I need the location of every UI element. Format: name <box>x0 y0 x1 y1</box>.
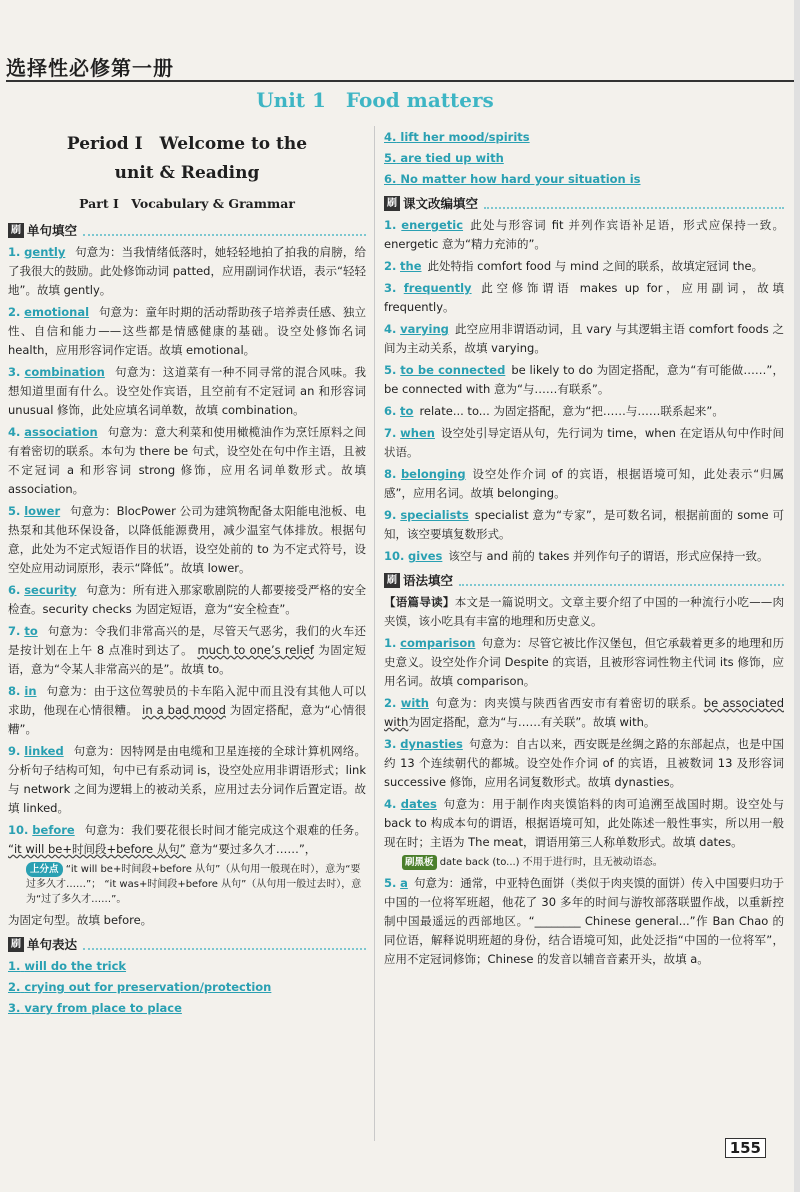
key-phrase: much to one’s relief <box>197 643 314 657</box>
item-number: 1. <box>384 636 397 650</box>
reading-guide <box>384 593 784 631</box>
item-text: 句意为：自古以来，西安既是丝绸之路的东部起点，也是中国约 13 个连续朝代的都城。设空处作介词 of 的宾语，且被数词 13 及形容词 successive 修饰，应用名词复数形式。故填 dynasties。 <box>384 737 785 789</box>
unit-title <box>0 88 750 112</box>
item-number: 7. <box>8 624 21 638</box>
item-number: 3. <box>384 281 397 295</box>
item-number: 9. <box>384 508 397 522</box>
answer-item <box>384 694 784 732</box>
express-item <box>384 170 784 189</box>
answer-item <box>8 581 366 619</box>
item-text: 句意为：当我情绪低落时，她轻轻地拍了拍我的肩膀，给了我很大的鼓励。此处修饰动词 patted，应用副词作状语，表示“轻轻地”。故填 gently。 <box>8 245 366 297</box>
answer-item <box>8 423 366 499</box>
item-number: 10. <box>384 549 405 563</box>
tip-badge: 上分点 <box>26 862 63 877</box>
item-number: 3. <box>384 737 397 751</box>
item-answer: a <box>400 876 408 890</box>
item-text: 句意为：我们要花很长时间才能完成这个艰难的任务。 <box>84 823 367 837</box>
item-answer: when <box>400 426 435 440</box>
item-answer: vary from place to place <box>24 1001 182 1015</box>
section-express <box>8 935 366 954</box>
express-item <box>8 978 366 997</box>
column-divider <box>374 126 375 1141</box>
item-number: 2. <box>8 980 21 994</box>
section-title: 课文改编填空 <box>403 196 479 211</box>
item-number: 3. <box>8 1001 21 1015</box>
right-column <box>384 126 784 972</box>
period-line2: unit & Reading <box>114 163 260 183</box>
item-answer: are tied up with <box>400 151 504 165</box>
answer-item <box>384 795 784 852</box>
item-answer: dates <box>400 797 437 811</box>
item-answer: to <box>400 404 414 418</box>
item-text: 为固定搭配，意为“与……有关联”。故填 with。 <box>408 715 656 729</box>
answer-item <box>8 742 366 818</box>
answer-item <box>384 257 784 276</box>
scan-edge <box>794 0 800 1192</box>
answer-item <box>8 682 366 739</box>
item-answer: combination <box>24 365 105 379</box>
tip-line: “it was+时间段+before 从句”（从句用一般过去时），意为“过了多久才……”。 <box>26 879 362 905</box>
item-number: 3. <box>8 365 21 379</box>
item-number: 4. <box>8 425 21 439</box>
tip-line: “it will be+时间段+before 从句”（从句用一般现在时），意为“要过多久才……”； <box>26 864 361 890</box>
answer-item <box>8 622 366 679</box>
item-text: 句意为：肉夹馍与陕西省西安市有着密切的联系。 <box>434 696 704 710</box>
item-number: 6. <box>8 583 21 597</box>
item-text: 意为“要过多久才……”， <box>189 842 317 856</box>
item-text: 此空修饰谓语 makes up for，应用副词，故填 frequently。 <box>384 281 785 314</box>
section-title: 语法填空 <box>403 573 454 588</box>
answer-item <box>8 303 366 360</box>
item-number: 4. <box>384 322 397 336</box>
answer-item <box>384 634 784 691</box>
item-text: 句意为：尽管它被比作汉堡包，但它承载着更多的地理和历史意义。设空处作介词 Despite 的宾语，且被形容词性物主代词 its 修饰，应用名词。故填 comparison。 <box>384 636 784 688</box>
answer-item <box>384 279 784 317</box>
item-number: 2. <box>384 259 397 273</box>
item-answer: No matter how hard your situation is <box>400 172 641 186</box>
answer-item <box>384 506 784 544</box>
item-answer: varying <box>400 322 449 336</box>
item-number: 2. <box>384 696 397 710</box>
item-text: 句意为：通常，中亚特色面饼（类似于肉夹馍的面饼）传入中国要归功于中国的一位将军班超，他花了 30 多年的时间与游牧部落联盟作战，以重新控制中国最遥远的西部地区。“________ Chinese general...”作 Ban Chao 的同位语，解释说明班超的身份，结合语境可知，此处泛指“中国的一位将军”，应用不定冠词修饰；Chinese 的发音以辅音音素开头，故填 a。 <box>384 876 785 966</box>
section-title: 单句填空 <box>27 223 78 238</box>
guide-text: 本文是一篇说明文。文章主要介绍了中国的一种流行小吃——肉夹馍，该小吃具有丰富的地理和历史意义。 <box>384 595 784 628</box>
unit-number: Unit 1 <box>256 88 326 112</box>
express-item <box>384 128 784 147</box>
item-text: 此处特指 comfort food 与 mind 之间的联系，故填定冠词 the。 <box>427 259 764 273</box>
item-text: specialist 意为“专家”，是可数名词，根据前面的 some 可知，该空要填复数形式。 <box>384 508 785 541</box>
brush-badge: 刷 <box>8 937 24 952</box>
item-number: 5. <box>384 363 397 377</box>
answer-item <box>384 874 784 969</box>
brush-badge: 刷 <box>384 196 400 211</box>
item-number: 2. <box>8 305 21 319</box>
section-grammar <box>384 571 784 590</box>
item-number: 4. <box>384 130 397 144</box>
item-answer: comparison <box>400 636 476 650</box>
item-answer: to be connected <box>400 363 506 377</box>
item-answer: will do the trick <box>24 959 127 973</box>
answer-item <box>384 361 784 399</box>
answer-item <box>384 465 784 503</box>
item-text: 此处与形容词 fit 并列作宾语补足语，形式应保持一致。energetic 意为“精力充沛的”。 <box>384 218 785 251</box>
item-answer: belonging <box>400 467 466 481</box>
answer-item <box>384 547 784 566</box>
header-divider <box>6 80 794 82</box>
book-title: 选择性必修第一册 <box>6 56 174 80</box>
item-tail: 为固定句型。故填 before。 <box>8 913 153 927</box>
item-answer: linked <box>24 744 64 758</box>
item-text: 为固定短语，意为“令某人非常高兴的是”。故填 to。 <box>8 643 367 676</box>
item-number: 8. <box>8 684 21 698</box>
brush-badge: 刷 <box>384 573 400 588</box>
key-phrase: be associated with <box>384 696 784 729</box>
item-text: 设空处作介词 of 的宾语，根据语境可知，此处表示“归属感”，应用名词。故填 belonging。 <box>384 467 784 500</box>
item-text: be likely to do 为固定搭配，意为“有可能做……”，be connected with 意为“与……有联系”。 <box>384 363 784 396</box>
item-number: 5. <box>8 504 21 518</box>
period-title <box>8 130 366 188</box>
express-item <box>8 957 366 976</box>
tip-box <box>26 862 366 907</box>
item-answer: crying out for preservation/protection <box>24 980 272 994</box>
item-number: 5. <box>384 151 397 165</box>
left-column <box>8 126 366 1020</box>
item-text: 句意为：意大利菜和使用橄榄油作为烹饪原料之间有着密切的联系。本句为 there be 句式，设空处在句中作主语，且被不定冠词 a 和形容词 strong 修饰，应用名词单数形式。故填 association。 <box>8 425 367 496</box>
item-answer: frequently <box>403 281 472 295</box>
note-text: date back (to...) 不用于进行时，且无被动语态。 <box>439 857 663 868</box>
section-reform <box>384 194 784 213</box>
item-answer: energetic <box>401 218 464 232</box>
item-answer: security <box>24 583 77 597</box>
item-number: 1. <box>8 245 21 259</box>
item-text: 句意为：童年时期的活动帮助孩子培养责任感、独立性、自信和能力——这些都是情感健康的基础。设空处修饰名词 health，应用形容词作定语。故填 emotional。 <box>8 305 367 357</box>
item-answer: with <box>400 696 429 710</box>
item-number: 6. <box>384 172 397 186</box>
item-text: 句意为：用于制作肉夹馍馅料的肉可追溯至战国时期。设空处与 back to 构成本句的谓语，根据语境可知，此处陈述一般性事实，所以用一般现在时；主语为 The meat，谓语用第三人称单数形式。故填 dates。 <box>384 797 785 849</box>
answer-item <box>8 821 366 859</box>
item-number: 1. <box>8 959 21 973</box>
item-answer: before <box>32 823 75 837</box>
item-text: 句意为：因特网是由电缆和卫星连接的全球计算机网络。分析句子结构可知，句中已有系动词 is，设空处应用非谓语形式；link 与 network 之间为逻辑上的被动关系，应用过去分词作后置定语。故填 linked。 <box>8 744 367 815</box>
part-title: Part Ⅰ Vocabulary & Grammar <box>79 196 295 211</box>
page-number: 155 <box>725 1138 766 1158</box>
item-answer: lift her mood/spirits <box>400 130 530 144</box>
item-number: 7. <box>384 426 397 440</box>
item-number: 8. <box>384 467 397 481</box>
item-answer: in <box>24 684 37 698</box>
answer-item <box>384 735 784 792</box>
item-answer: to <box>24 624 38 638</box>
item-answer: emotional <box>24 305 90 319</box>
item-number: 4. <box>384 797 397 811</box>
brush-badge: 刷 <box>8 223 24 238</box>
answer-item <box>384 424 784 462</box>
section-fill <box>8 221 366 240</box>
answer-item <box>384 320 784 358</box>
item-text: 设空处引导定语从句，先行词为 time，when 在定语从句中作时间状语。 <box>384 426 784 459</box>
item-text: 句意为：这道菜有一种不同寻常的混合风味。我想知道里面有什么。设空处作宾语，且空前有不定冠词 an 和形容词 unusual 修饰，此处应填名词单数，故填 combination。 <box>8 365 367 417</box>
item-answer: dynasties <box>400 737 463 751</box>
section-title: 单句表达 <box>27 937 78 952</box>
answer-item <box>384 216 784 254</box>
key-phrase: “it will be+时间段+before 从句” <box>8 842 186 856</box>
guide-label: 【语篇导读】 <box>384 595 455 609</box>
period-line1: Period Ⅰ Welcome to the <box>66 134 308 154</box>
item-answer: gives <box>408 549 443 563</box>
item-number: 5. <box>384 876 397 890</box>
dotted-rule <box>83 226 366 236</box>
item-number: 9. <box>8 744 21 758</box>
answer-item <box>8 502 366 578</box>
dotted-rule <box>83 940 366 950</box>
dotted-rule <box>484 199 784 209</box>
answer-item <box>8 243 366 300</box>
item-text: 为固定搭配，意为“心情很糟”。 <box>8 703 367 736</box>
answer-item <box>384 402 784 421</box>
item-number: 1. <box>384 218 397 232</box>
item-text: relate... to... 为固定搭配，意为“把……与……联系起来”。 <box>419 404 724 418</box>
item-text: 句意为：由于这位驾驶员的卡车陷入泥中而且没有其他人可以求助，他现在心情很糟。 <box>8 684 367 717</box>
item-answer: association <box>24 425 98 439</box>
item-answer: lower <box>24 504 61 518</box>
item-text: 该空与 and 前的 takes 并列作句子的谓语，形式应保持一致。 <box>448 549 769 563</box>
note-badge: 刷黑板 <box>402 855 437 870</box>
item-text: 此空应用非谓语动词，且 vary 与其逻辑主语 comfort foods 之间为主动关系，故填 varying。 <box>384 322 784 355</box>
key-phrase: in a bad mood <box>142 703 226 717</box>
item-text: 句意为：BlocPower 公司为建筑物配备太阳能电池板、电热泵和其他环保设备，以降低能源费用，减少温室气体排放。根据句意，此处为不定式短语作目的状语，设空处前的 to 为不定式符号，设空处应用动词原形，表示“降低”。故填 lower。 <box>8 504 367 575</box>
item-text: 句意为：令我们非常高兴的是，尽管天气恶劣，我们的火车还是按计划在上午 8 点准时到达了。 <box>8 624 367 657</box>
item-number: 10. <box>8 823 29 837</box>
item-answer: the <box>400 259 422 273</box>
item-text: 句意为：所有进入那家歌剧院的人都要接受严格的安全检查。security checks 为固定短语，意为“安全检查”。 <box>8 583 367 616</box>
item-number: 6. <box>384 404 397 418</box>
unit-name: Food matters <box>345 88 494 112</box>
blackboard-note <box>402 855 784 870</box>
express-item <box>8 999 366 1018</box>
item-answer: specialists <box>400 508 469 522</box>
express-item <box>384 149 784 168</box>
item-answer: gently <box>24 245 66 259</box>
dotted-rule <box>459 576 784 586</box>
answer-item <box>8 363 366 420</box>
